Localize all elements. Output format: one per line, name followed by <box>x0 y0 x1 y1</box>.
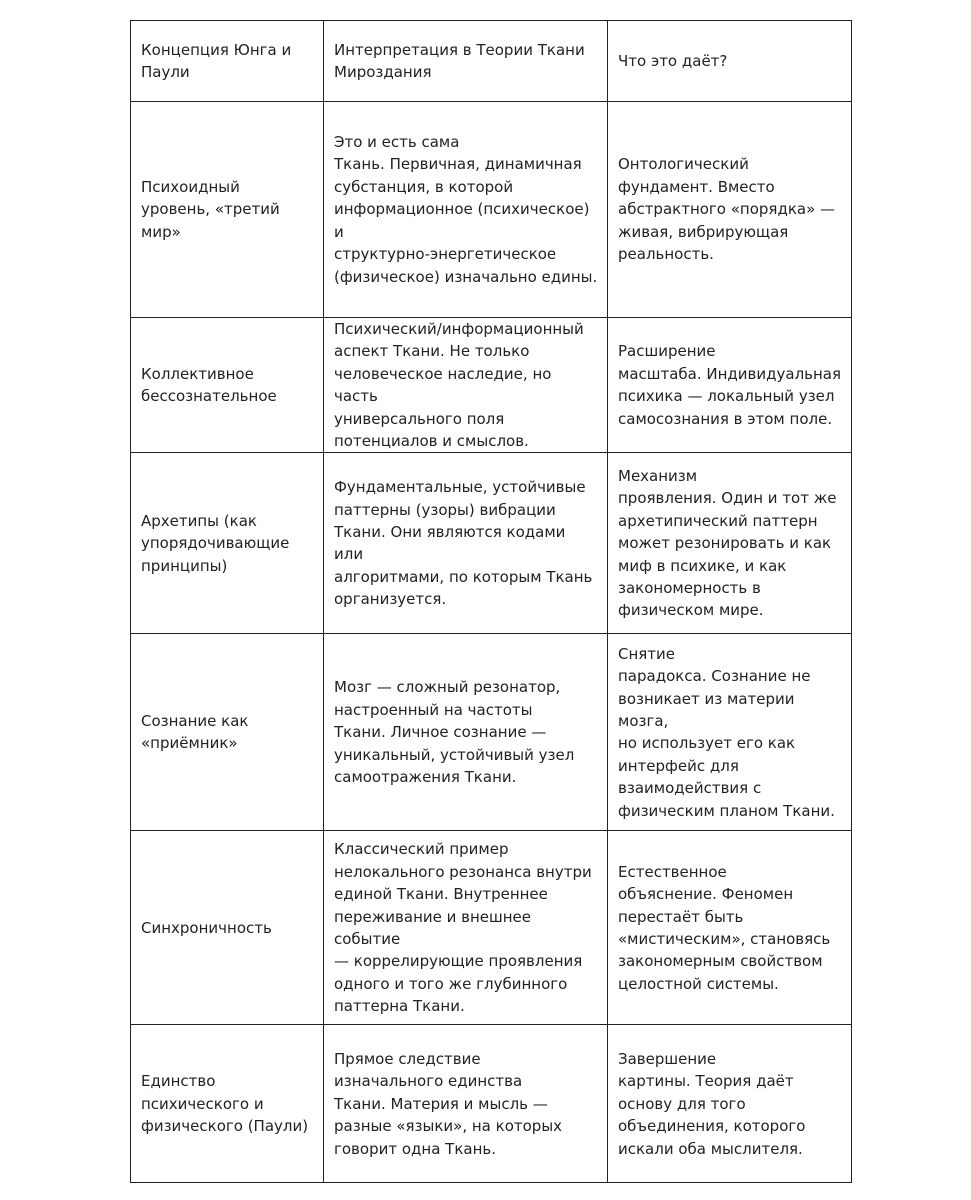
table-row <box>131 831 852 1025</box>
table-cell-benefit: Расширение масштаба. Индивидуальная психика — локальный узел самосознания в этом поле. <box>608 318 852 453</box>
table-cell-benefit: Снятие парадокса. Сознание не возникает из материи мозга, но использует его как интерфейс для взаимодействия с физическим планом Ткани. <box>608 634 852 831</box>
table-cell-concept: Архетипы (как упорядочивающие принципы) <box>131 453 324 634</box>
table-cell-interpretation: Мозг — сложный резонатор, настроенный на частоты Ткани. Личное сознание — уникальный, устойчивый узел самоотражения Ткани. <box>324 634 608 831</box>
table-cell-benefit: Механизм проявления. Один и тот же архетипический паттерн может резонировать и как миф в психике, и как закономерность в физическом мире. <box>608 453 852 634</box>
table-header-row <box>131 21 852 102</box>
header-cell-concept: Концепция Юнга и Паули <box>131 21 324 102</box>
table-row <box>131 102 852 318</box>
table-cell-concept: Психоидный уровень, «третий мир» <box>131 102 324 318</box>
table-cell-benefit: Естественное объяснение. Феномен перестаёт быть «мистическим», становясь закономерным свойством целостной системы. <box>608 831 852 1025</box>
header-cell-benefit: Что это даёт? <box>608 21 852 102</box>
table-row <box>131 1025 852 1183</box>
table-cell-interpretation: Фундаментальные, устойчивые паттерны (узоры) вибрации Ткани. Они являются кодами или алгоритмами, по которым Ткань организуется. <box>324 453 608 634</box>
table-cell-concept: Единство психического и физического (Паули) <box>131 1025 324 1183</box>
table-cell-interpretation: Классический пример нелокального резонанса внутри единой Ткани. Внутреннее переживание и внешнее событие — коррелирующие проявления одного и того же глубинного паттерна Ткани. <box>324 831 608 1025</box>
table-cell-concept: Сознание как «приёмник» <box>131 634 324 831</box>
header-cell-interpretation: Интерпретация в Теории Ткани Мироздания <box>324 21 608 102</box>
table-row <box>131 318 852 453</box>
table-row <box>131 634 852 831</box>
table-cell-concept: Синхроничность <box>131 831 324 1025</box>
table-cell-benefit: Завершение картины. Теория даёт основу для того объединения, которого искали оба мыслителя. <box>608 1025 852 1183</box>
table-cell-concept: Коллективное бессознательное <box>131 318 324 453</box>
table-cell-interpretation: Психический/информационный аспект Ткани. Не только человеческое наследие, но часть универсального поля потенциалов и смыслов. <box>324 318 608 453</box>
table-cell-interpretation: Это и есть сама Ткань. Первичная, динамичная субстанция, в которой информационное (психическое) и структурно-энергетическое (физическое) изначально едины. <box>324 102 608 318</box>
table-row <box>131 453 852 634</box>
table-cell-interpretation: Прямое следствие изначального единства Ткани. Материя и мысль — разные «языки», на которых говорит одна Ткань. <box>324 1025 608 1183</box>
concept-comparison-table <box>130 20 852 1183</box>
table-cell-benefit: Онтологический фундамент. Вместо абстрактного «порядка» — живая, вибрирующая реальность. <box>608 102 852 318</box>
